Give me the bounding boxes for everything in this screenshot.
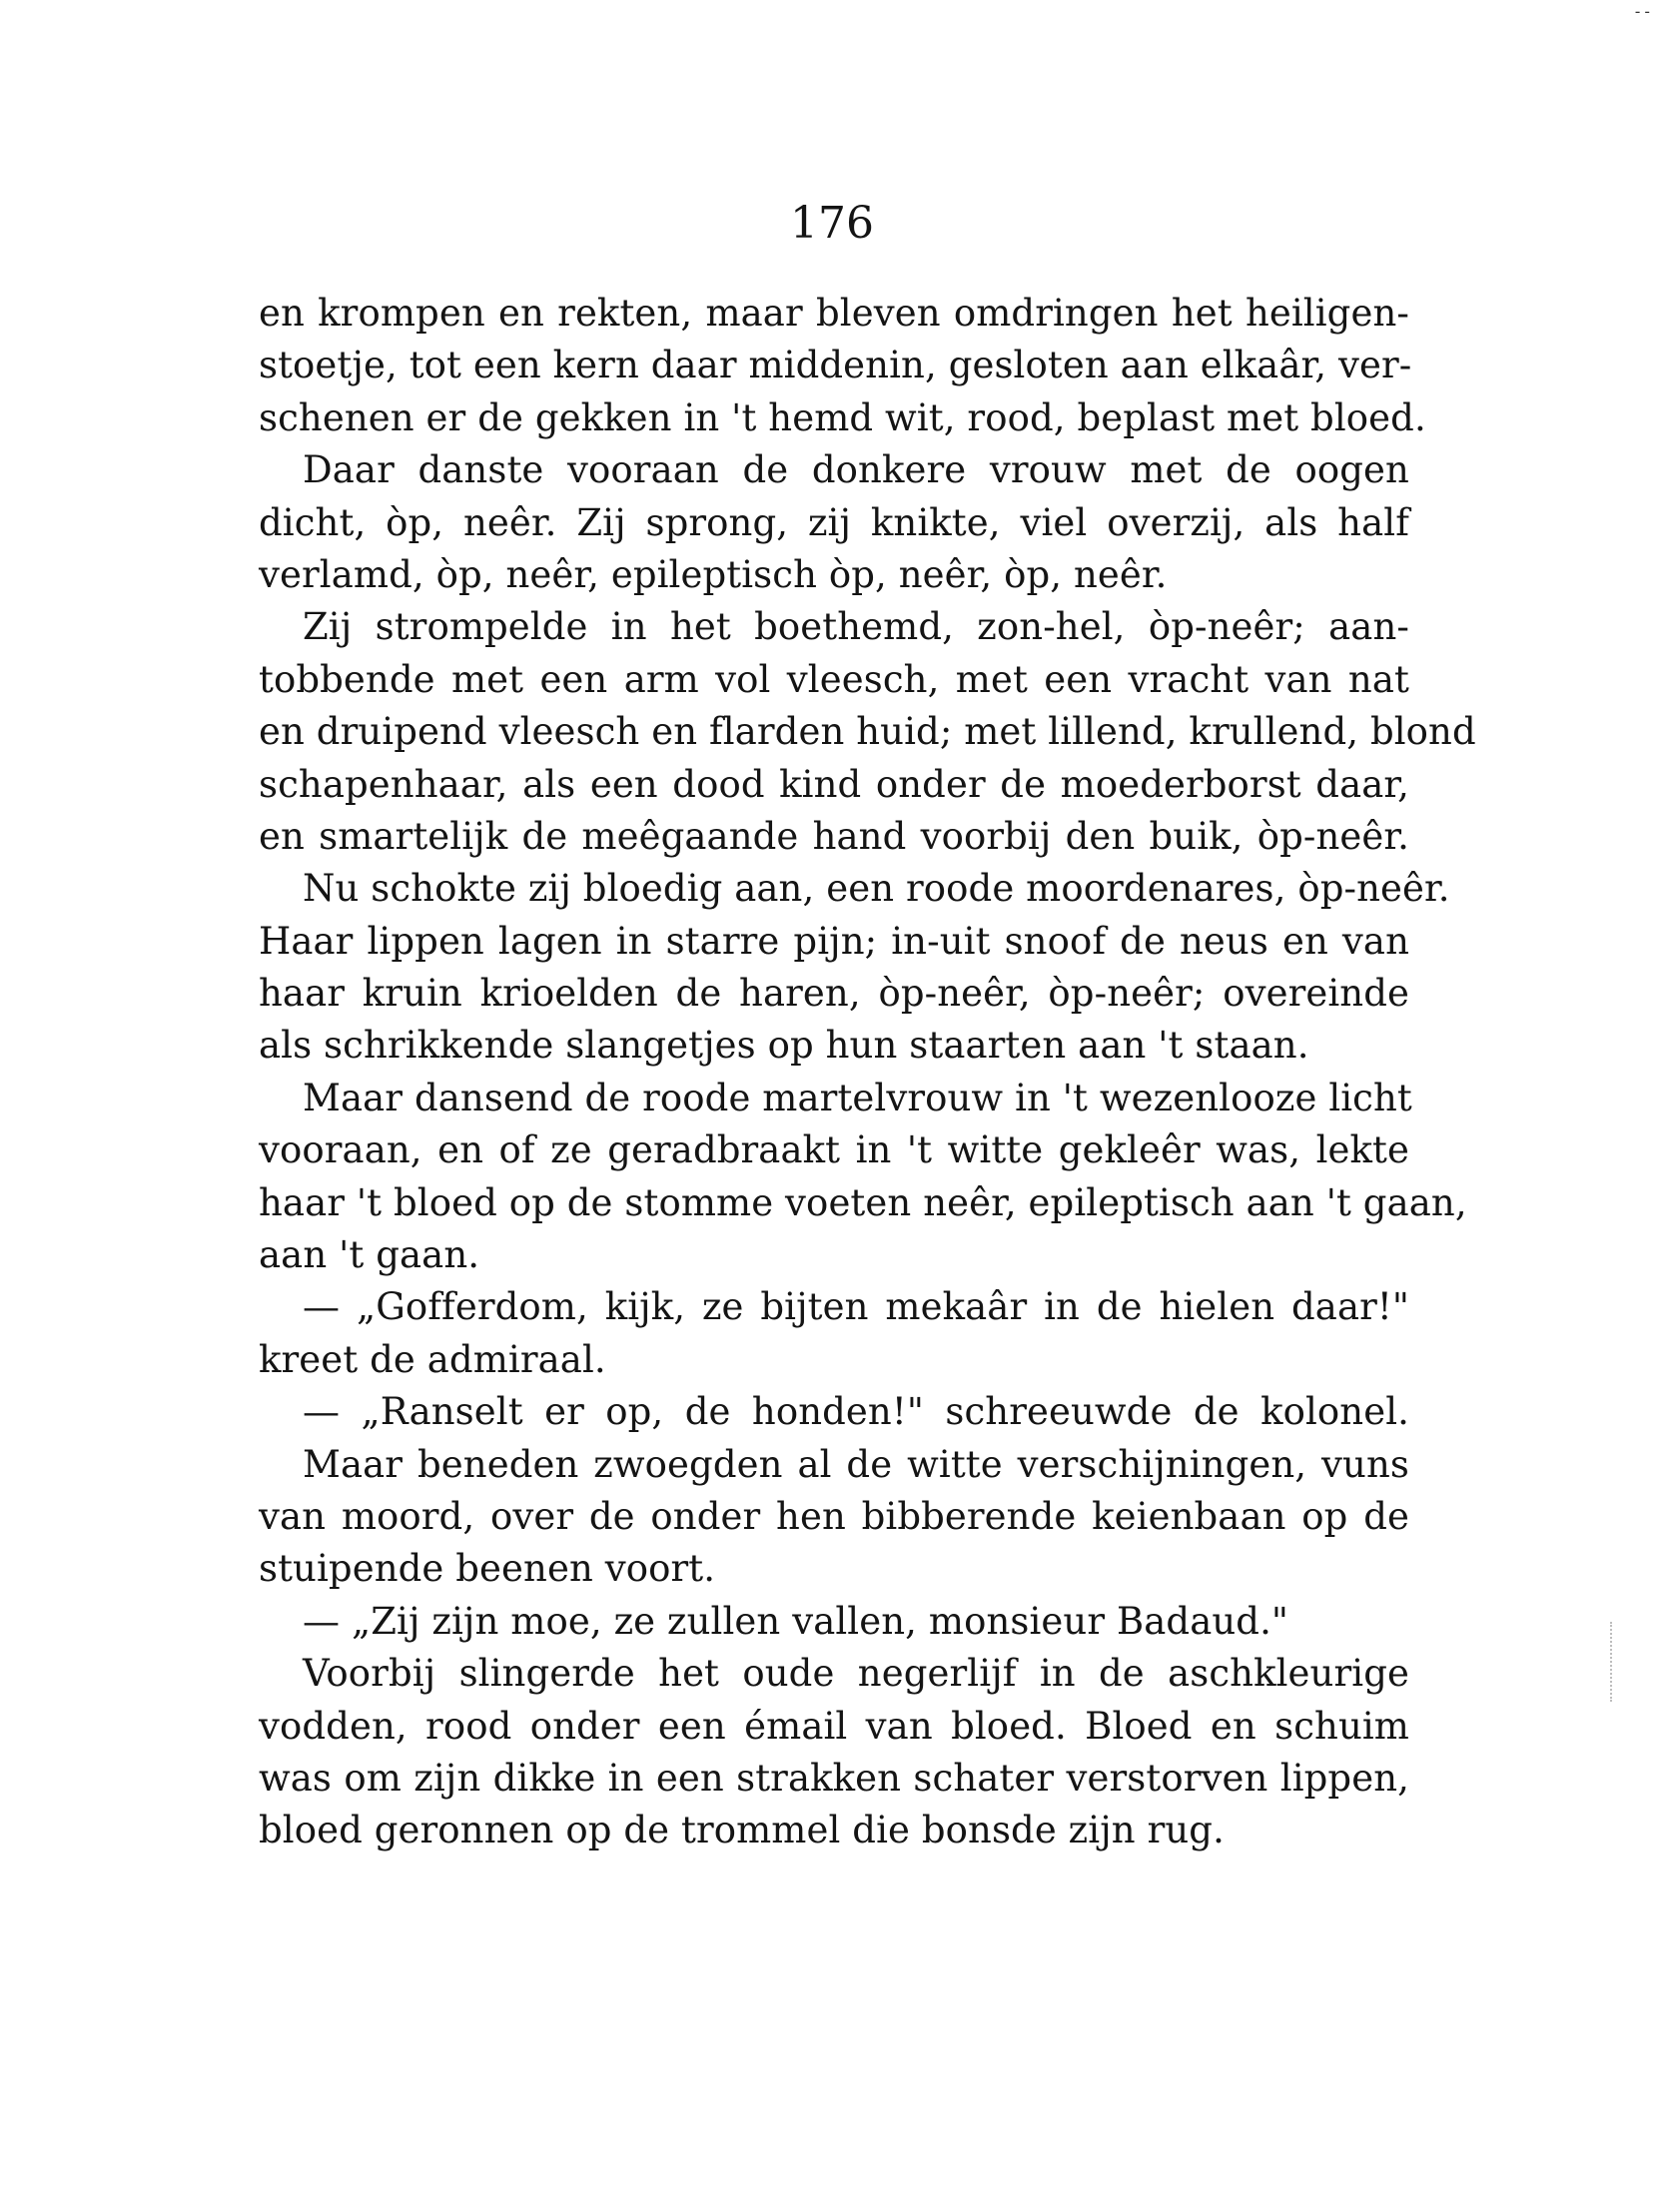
text-line: haar kruin krioelden de haren, òp-neêr, òp-neêr; overeinde xyxy=(259,972,1409,1016)
text-line: was om zijn dikke in een strakken schater verstorven lippen, xyxy=(259,1756,1409,1800)
text-line: bloed geronnen op de trommel die bonsde zijn rug. xyxy=(259,1809,1225,1852)
text-line: schenen er de gekken in 't hemd wit, rood, beplast met bloed. xyxy=(259,395,1426,439)
text-line: en druipend vleesch en flarden huid; met lillend, krullend, blond xyxy=(259,710,1476,754)
text-line: — „Gofferdom, kijk, ze bijten mekaâr in de hielen daar!" xyxy=(303,1285,1409,1329)
text-line: van moord, over de onder hen bibberende keienbaan op de xyxy=(259,1494,1409,1538)
text-line: en smartelijk de meêgaande hand voorbij den buik, òp-neêr. xyxy=(259,814,1409,858)
text-line: Daar danste vooraan de donkere vrouw met de oogen xyxy=(303,448,1409,492)
margin-dots xyxy=(1610,1622,1614,1702)
text-line: stoetje, tot een kern daar middenin, gesloten aan elkaâr, ver- xyxy=(259,344,1412,387)
corner-mark: -- xyxy=(1632,2,1652,21)
text-line: kreet de admiraal. xyxy=(259,1337,606,1381)
text-line: vodden, rood onder een émail van bloed. Bloed en schuim xyxy=(259,1704,1409,1748)
text-line: vooraan, en of ze geradbraakt in 't witte gekleêr was, lekte xyxy=(259,1128,1409,1172)
body-text xyxy=(259,288,1476,1857)
text-line: Zij strompelde in het boethemd, zon-hel, òp-neêr; aan- xyxy=(303,605,1409,649)
text-line: Maar beneden zwoegden al de witte verschijningen, vuns xyxy=(303,1442,1409,1486)
text-line: Maar dansend de roode martelvrouw in 't wezenlooze licht xyxy=(303,1076,1412,1119)
text-line: — „Zij zijn moe, ze zullen vallen, monsieur Badaud." xyxy=(303,1599,1289,1643)
text-line: als schrikkende slangetjes op hun staarten aan 't staan. xyxy=(259,1024,1309,1068)
text-line: — „Ranselt er op, de honden!" schreeuwde de kolonel. xyxy=(303,1390,1409,1434)
text-line: Haar lippen lagen in starre pijn; in-uit snoof de neus en van xyxy=(259,919,1409,963)
text-line: Nu schokte zij bloedig aan, een roode moordenares, òp-neêr. xyxy=(303,867,1450,911)
text-line: tobbende met een arm vol vleesch, met een vracht van nat xyxy=(259,657,1409,701)
text-line: haar 't bloed op de stomme voeten neêr, epileptisch aan 't gaan, xyxy=(259,1180,1467,1224)
text-line: dicht, òp, neêr. Zij sprong, zij knikte, viel overzij, als half xyxy=(259,500,1409,544)
text-line: schapenhaar, als een dood kind onder de moederborst daar, xyxy=(259,762,1409,806)
page-number: 176 xyxy=(790,198,874,249)
text-line: verlamd, òp, neêr, epileptisch òp, neêr, òp, neêr. xyxy=(259,552,1168,596)
text-line: aan 't gaan. xyxy=(259,1233,480,1277)
text-line: Voorbij slingerde het oude negerlijf in de aschkleurige xyxy=(303,1652,1409,1696)
text-line: stuipende beenen voort. xyxy=(259,1547,716,1591)
text-line: en krompen en rekten, maar bleven omdringen het heiligen- xyxy=(259,292,1409,335)
